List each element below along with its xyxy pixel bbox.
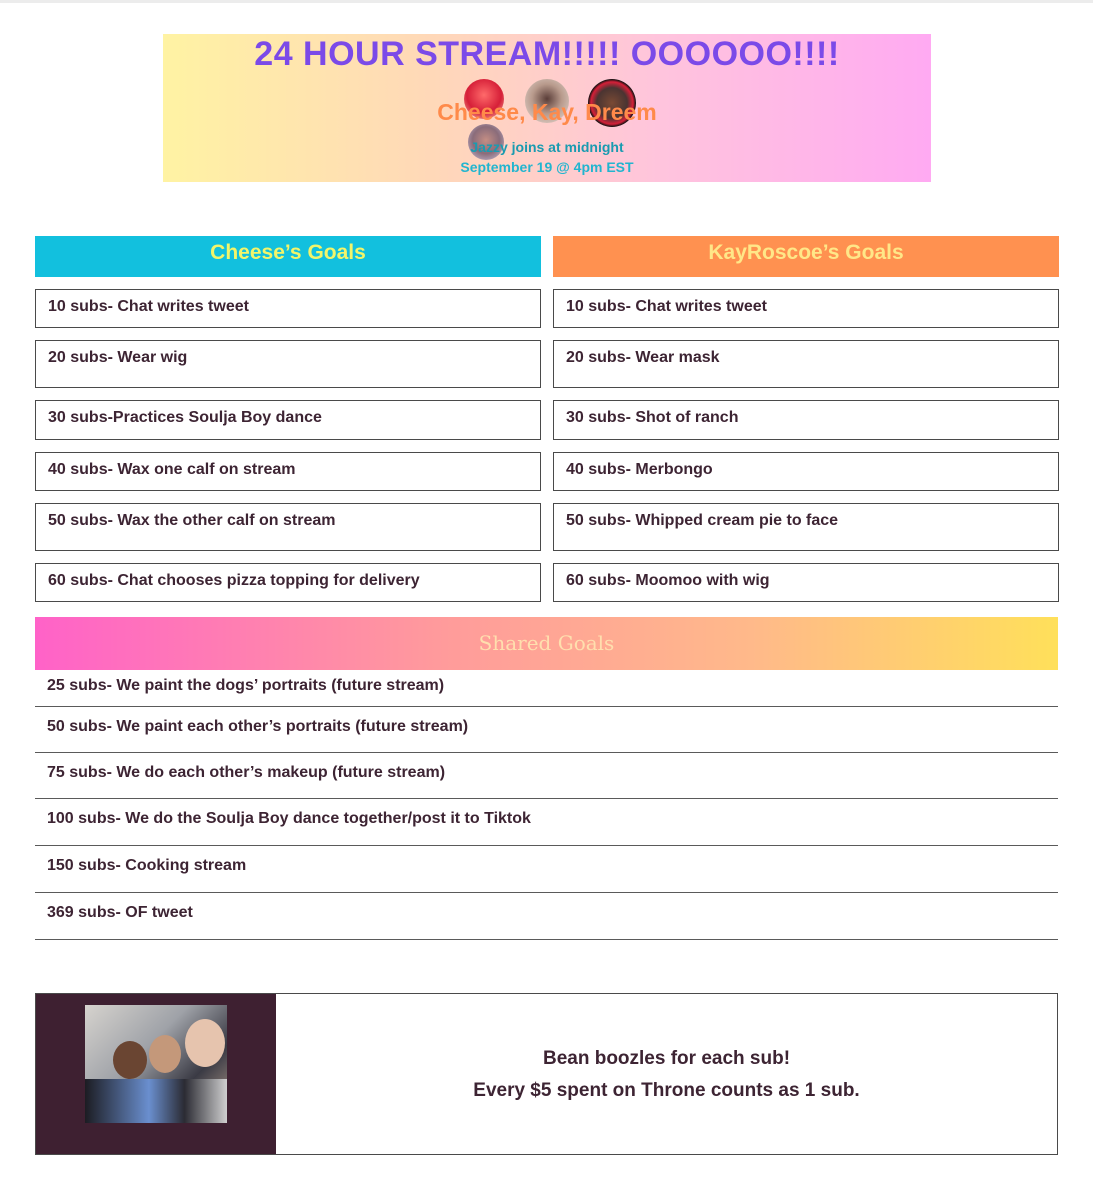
cheese-goals-header: Cheese’s Goals [35, 236, 541, 277]
cheese-goal-10: 10 subs- Chat writes tweet [35, 289, 541, 328]
footer-bean-boozles: Bean boozles for each sub! [542, 1048, 791, 1069]
banner-subtitle: Jazzy joins at midnight [470, 139, 624, 155]
shared-goal-150: 150 subs- Cooking stream [35, 846, 1058, 893]
group-photo [85, 1005, 227, 1123]
banner-date: September 19 @ 4pm EST [460, 159, 634, 175]
kay-goal-10: 10 subs- Chat writes tweet [553, 289, 1059, 328]
shared-goal-25: 25 subs- We paint the dogs’ portraits (future stream) [35, 670, 1058, 707]
kay-goal-20: 20 subs- Wear mask [553, 340, 1059, 388]
footer-throne-note: Every $5 spent on Throne counts as 1 sub. [473, 1080, 860, 1101]
footer-panel [35, 993, 1058, 1155]
shared-goal-369: 369 subs- OF tweet [35, 893, 1058, 940]
cheese-goal-60: 60 subs- Chat chooses pizza topping for delivery [35, 563, 541, 602]
shared-goals-header: Shared Goals [35, 617, 1058, 670]
kay-goal-30: 30 subs- Shot of ranch [553, 400, 1059, 440]
shared-goal-100: 100 subs- We do the Soulja Boy dance together/post it to Tiktok [35, 799, 1058, 846]
banner-title: 24 HOUR STREAM!!!!! OOOOOO!!!! [254, 35, 840, 73]
cheese-goal-40: 40 subs- Wax one calf on stream [35, 452, 541, 491]
kay-goals-header: KayRoscoe’s Goals [553, 236, 1059, 277]
shared-goal-50: 50 subs- We paint each other’s portraits (future stream) [35, 707, 1058, 753]
stream-banner [163, 34, 931, 182]
shared-goal-75: 75 subs- We do each other’s makeup (future stream) [35, 753, 1058, 799]
footer-photo-panel [36, 994, 276, 1154]
banner-names: Cheese, Kay, Dreem [437, 99, 657, 125]
cheese-goal-50: 50 subs- Wax the other calf on stream [35, 503, 541, 551]
kay-goal-40: 40 subs- Merbongo [553, 452, 1059, 491]
top-divider [0, 0, 1093, 3]
kay-goal-50: 50 subs- Whipped cream pie to face [553, 503, 1059, 551]
kay-goal-60: 60 subs- Moomoo with wig [553, 563, 1059, 602]
cheese-goal-20: 20 subs- Wear wig [35, 340, 541, 388]
cheese-goal-30: 30 subs-Practices Soulja Boy dance [35, 400, 541, 440]
